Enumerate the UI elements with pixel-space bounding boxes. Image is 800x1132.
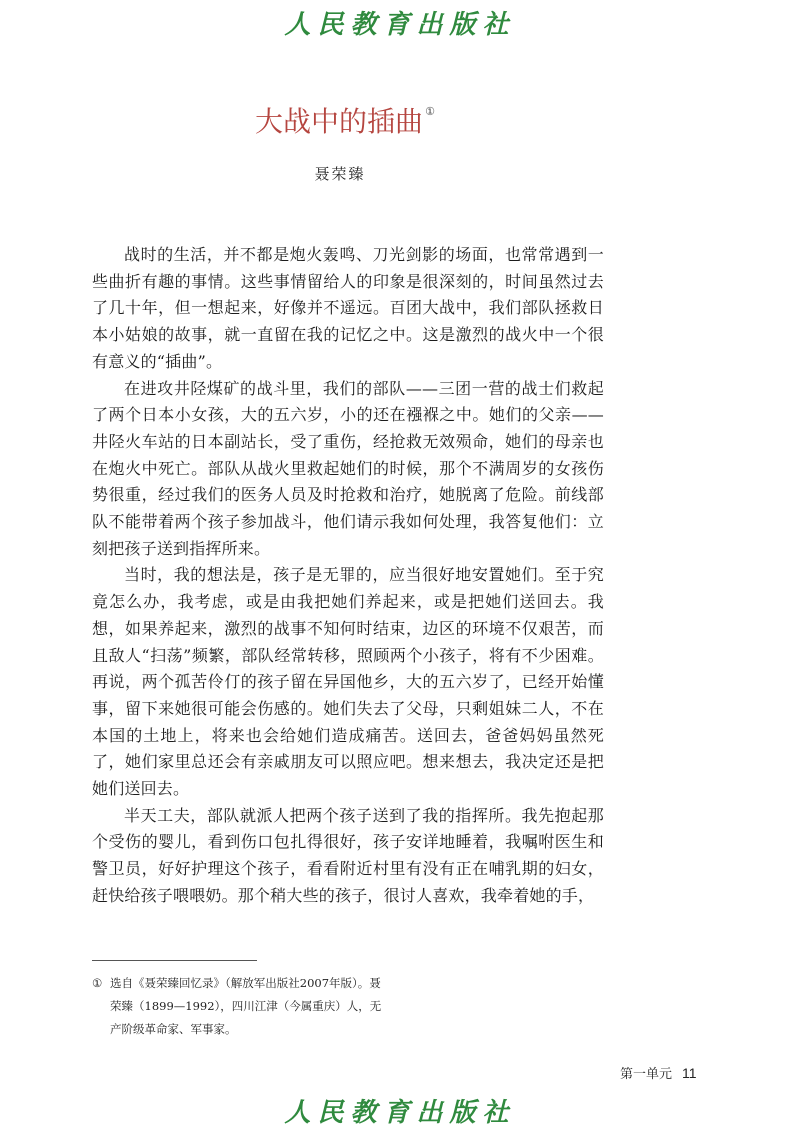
title-text: 大战中的插曲 [255,105,424,138]
paragraph-1: 战时的生活，并不都是炮火轰鸣、刀光剑影的场面，也常常遇到一些曲折有趣的事情。这些事情留给人的印象是很深刻的，时间虽然过去了几十年，但一想起来，好像并不遥远。百团大战中，我们部队拯救日本小姑娘的故事，就一直留在我的记忆之中。这是激烈的战火中一个很有意义的“插曲”。 [92,245,604,371]
article-title [0,100,690,140]
publisher-logo-top: 人民教育出版社 [284,10,516,40]
paragraph-2: 在进攻井陉煤矿的战斗里，我们的部队——三团一营的战士们救起了两个日本小女孩，大的五六岁，小的还在襁褓之中。她们的父亲——井陉火车站的日本副站长，受了重伤，经抢救无效殒命，她们的母亲也在炮火中死亡。部队从战火里救起她们的时候，那个不满周岁的女孩伤势很重，经过我们的医务人员及时抢救和治疗，她脱离了危险。前线部队不能带着两个孩子参加战斗，他们请示我如何处理，我答复他们：立刻把孩子送到指挥所来。 [92,378,604,558]
page-footer [620,1063,730,1082]
title-footnote-mark: ① [425,105,435,118]
paragraph-3: 当时，我的想法是，孩子是无罪的，应当很好地安置她们。至于究竟怎么办，我考虑，或是由我把她们养起来，或是把她们送回去。我想，如果养起来，激烈的战事不知何时结束，边区的环境不仅艰苦，而且敌人“扫荡”频繁，部队经常转移，照顾两个小孩子，将有不少困难。再说，两个孤苦伶仃的孩子留在异国他乡，大的五六岁了，已经开始懂事，留下来她很可能会伤感的。她们失去了父母，只剩姐妹二人，不在本国的土地上，将来也会给她们造成痛苦。送回去，爸爸妈妈虽然死了，她们家里总还会有亲戚朋友可以照应吧。想来想去，我决定还是把她们送回去。 [92,565,604,799]
page-number: 11 [682,1065,697,1081]
footnote-divider [92,960,257,961]
unit-label: 第一单元 [620,1067,673,1082]
paragraph-4: 半天工夫，部队就派人把两个孩子送到了我的指挥所。我先抱起那个受伤的婴儿，看到伤口包扎得很好，孩子安详地睡着，我嘱咐医生和警卫员，好好护理这个孩子，看看附近村里有没有正在哺乳期的妇女，赶快给孩子喂喂奶。那个稍大些的孩子，很讨人喜欢，我牵着她的手， [92,805,604,905]
publisher-logo-bottom: 人民教育出版社 [284,1098,516,1128]
footnote [92,972,392,1041]
footnote-text: 选自《聂荣臻回忆录》（解放军出版社2007年版）。聂荣臻（1899—1992），四川江津（今属重庆）人，无产阶级革命家、军事家。 [110,976,382,1036]
article-body [92,242,604,910]
footnote-mark: ① [92,976,103,990]
article-author: 聂荣臻 [314,165,366,183]
